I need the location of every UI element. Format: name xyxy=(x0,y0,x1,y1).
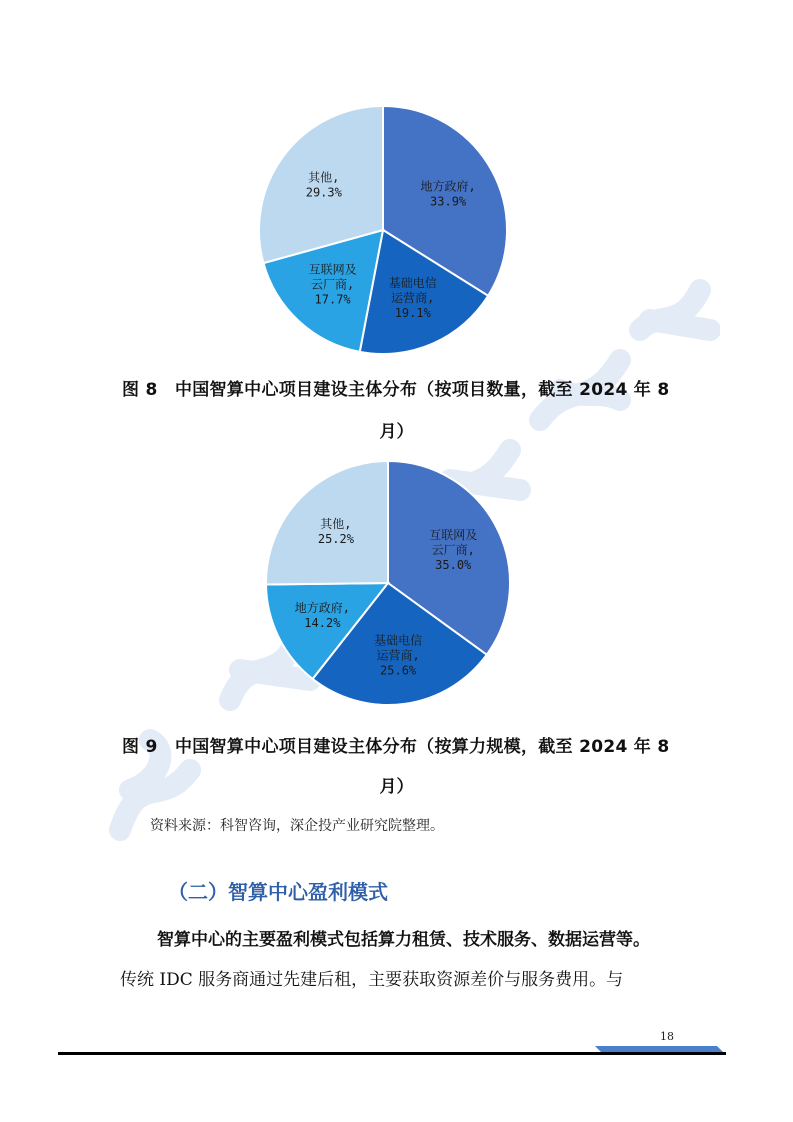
body-paragraph-line-1: 智算中心的主要盈利模式包括算力租赁、技术服务、数据运营等。 xyxy=(157,930,650,950)
figure-9-slice-label-3: 其他, 25.2% xyxy=(317,517,354,547)
figure-8-slice-label-0: 地方政府, 33.9% xyxy=(420,179,476,209)
figure-8-slice-label-3: 其他, 29.3% xyxy=(305,170,342,200)
footer-rule xyxy=(58,1052,726,1055)
figure-9-slice-label-1: 基础电信运营商, 25.6% xyxy=(374,633,423,678)
figure-9-caption-line1: 图 9 中国智算中心项目建设主体分布（按算力规模，截至 2024 年 8 xyxy=(122,737,670,757)
figure-9-slice-label-2: 地方政府, 14.2% xyxy=(294,600,350,630)
source-note: 资料来源：科智咨询，深企投产业研究院整理。 xyxy=(150,818,444,834)
figure-8-caption-line2: 月） xyxy=(379,422,414,442)
section-heading: （二）智算中心盈利模式 xyxy=(168,880,388,904)
figure-8-slice-label-1: 基础电信运营商, 19.1% xyxy=(388,276,437,321)
figure-8-slice-label-2: 互联网及云厂商, 17.7% xyxy=(308,262,357,307)
figure-8-caption-line1: 图 8 中国智算中心项目建设主体分布（按项目数量，截至 2024 年 8 xyxy=(122,380,670,400)
pie-chart-figure-8 xyxy=(250,100,520,365)
pie-chart-figure-9 xyxy=(255,455,525,715)
figure-9-caption-line2: 月） xyxy=(379,777,414,797)
figure-9-slice-label-0: 互联网及云厂商, 35.0% xyxy=(429,527,478,572)
body-paragraph-line-2: 传统 IDC 服务商通过先建后租，主要获取资源差价与服务费用。与 xyxy=(120,970,624,990)
page-number: 18 xyxy=(660,1030,674,1043)
